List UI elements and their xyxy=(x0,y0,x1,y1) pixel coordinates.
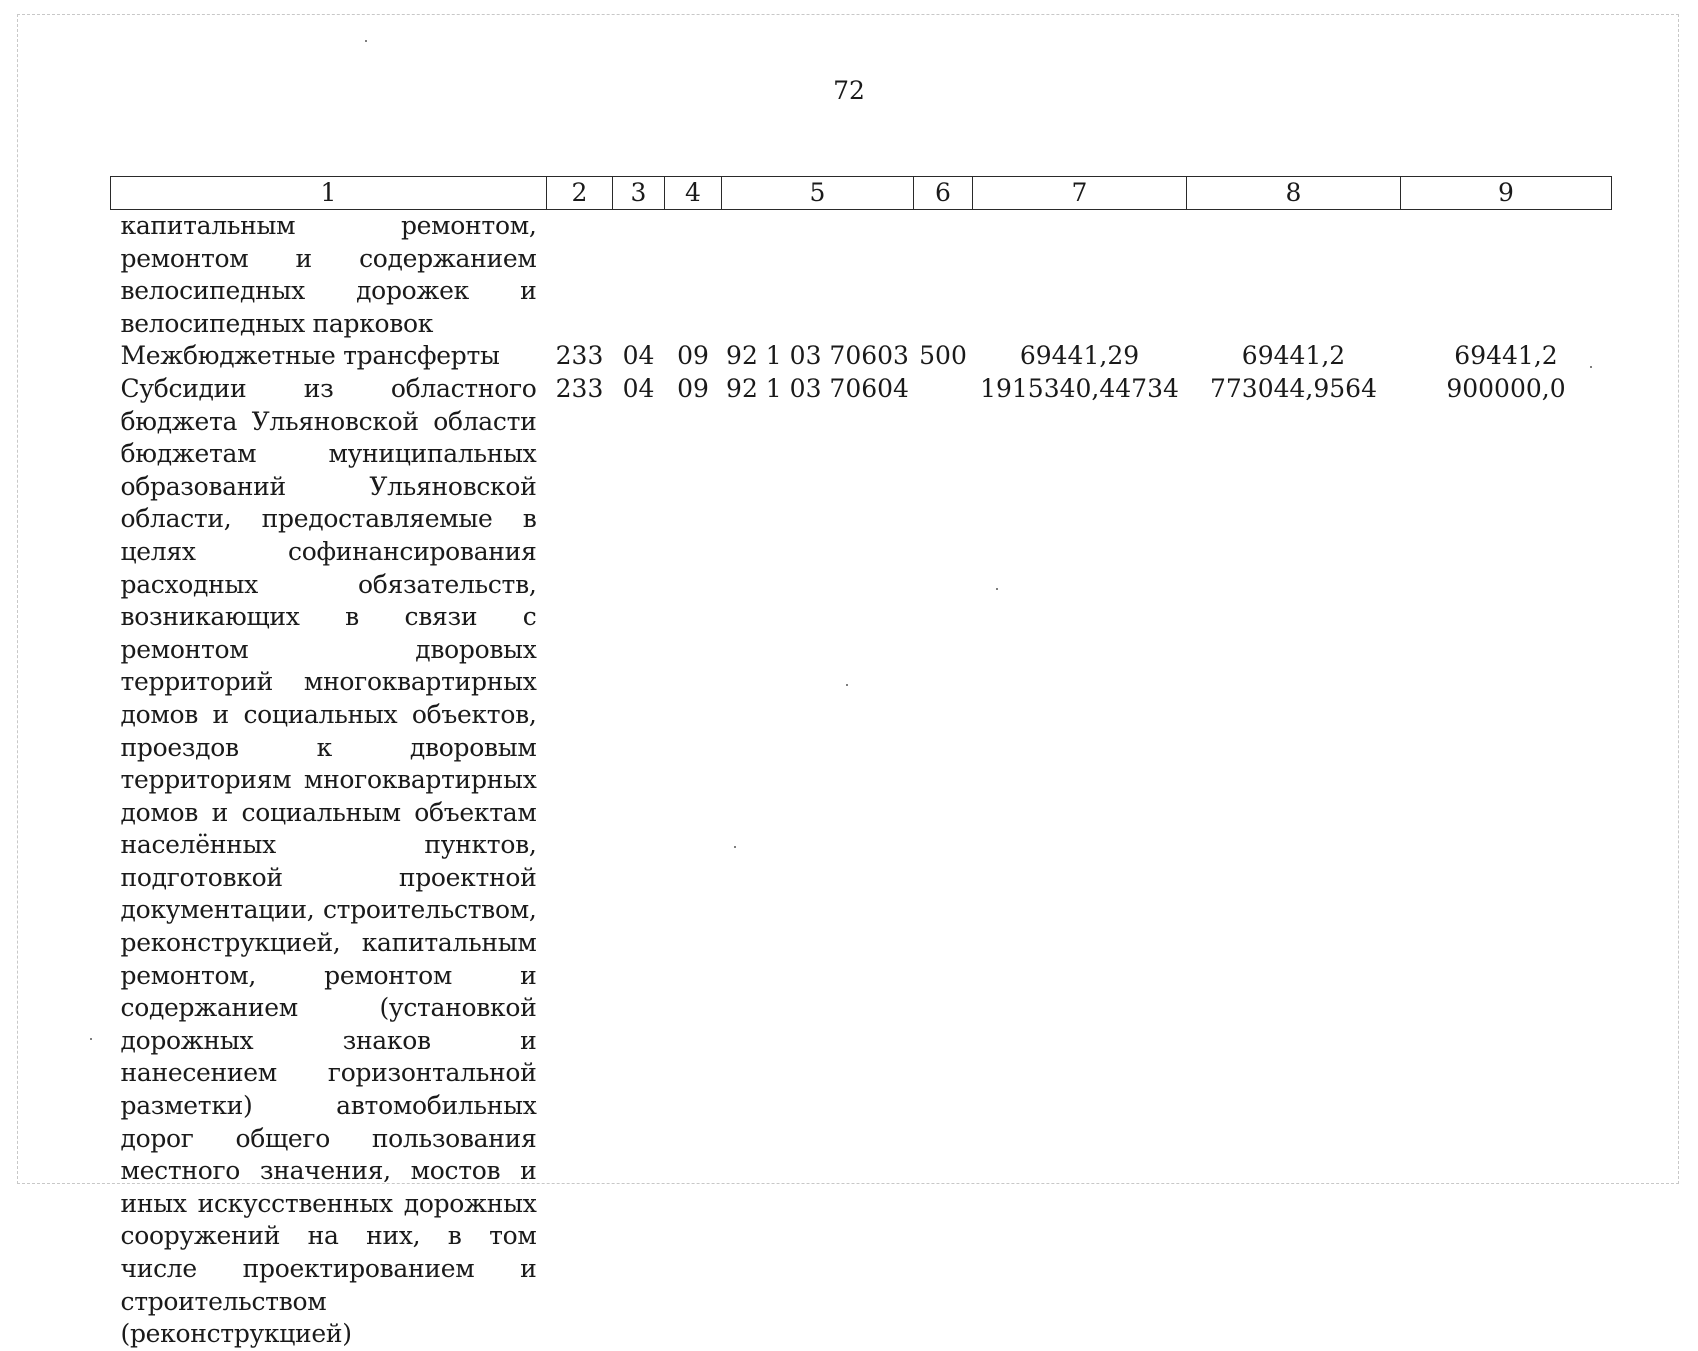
header-row xyxy=(111,177,1612,210)
continuation-row xyxy=(111,210,1612,341)
scan-speck xyxy=(1590,366,1592,368)
table-row xyxy=(111,373,1612,1351)
table-row xyxy=(111,340,1612,373)
column-header-6: 6 xyxy=(914,177,973,210)
cell-col2: 233 xyxy=(555,373,604,403)
scan-speck xyxy=(734,846,736,848)
row-name: Межбюджетные трансферты xyxy=(120,341,500,371)
cell-col7: 1915340,44734 xyxy=(980,373,1179,403)
column-header-4: 4 xyxy=(665,177,722,210)
cell-col3: 04 xyxy=(622,341,655,371)
column-header-3: 3 xyxy=(613,177,665,210)
cell-col2: 233 xyxy=(555,341,604,371)
column-header-9: 9 xyxy=(1401,177,1612,210)
column-header-2: 2 xyxy=(547,177,613,210)
cell-col5: 92 1 03 70604 xyxy=(726,373,909,403)
scan-speck xyxy=(365,40,367,42)
column-header-8: 8 xyxy=(1187,177,1401,210)
scan-speck xyxy=(996,588,998,590)
cell-col8: 69441,2 xyxy=(1241,341,1346,371)
budget-table xyxy=(110,176,1612,1351)
column-header-1: 1 xyxy=(111,177,547,210)
cell-col9: 69441,2 xyxy=(1454,341,1558,371)
cell-col6: 500 xyxy=(919,341,967,371)
scan-speck xyxy=(90,1038,92,1040)
cell-col3: 04 xyxy=(622,373,655,403)
continuation-text: капитальным ремонтом, ремонтом и содержанием велосипедных дорожек и велосипедных парковок xyxy=(120,211,537,338)
column-header-5: 5 xyxy=(722,177,914,210)
cell-col6 xyxy=(914,373,973,1351)
cell-col7: 69441,29 xyxy=(1019,341,1140,371)
cell-col5: 92 1 03 70603 xyxy=(726,341,909,371)
scan-speck xyxy=(846,684,848,686)
page-number: 72 xyxy=(833,76,865,105)
row-name: Субсидии из областного бюджета Ульяновской области бюджетам муниципальных образований Ульяновской области, предоставляемые в целях софинансирования расходных обязательств, возникающих в связи с ремонтом дворовых территорий многоквартирных домов и социальных объектов, проездов к дворовым территориям многоквартирных домов и социальным объектам населённых пунктов, подготовкой проектной документации, строительством, реконструкцией, капитальным ремонтом, ремонтом и содержанием (установкой дорожных знаков и нанесением горизонтальной разметки) автомобильных дорог общего пользования местного значения, мостов и иных искусственных дорожных сооружений на них, в том числе проектированием и строительством (реконструкцией) xyxy=(120,373,537,1349)
column-header-7: 7 xyxy=(973,177,1187,210)
cell-col4: 09 xyxy=(677,341,709,371)
cell-col4: 09 xyxy=(677,373,709,403)
cell-col9: 900000,0 xyxy=(1446,373,1566,403)
cell-col8: 773044,9564 xyxy=(1209,373,1377,403)
